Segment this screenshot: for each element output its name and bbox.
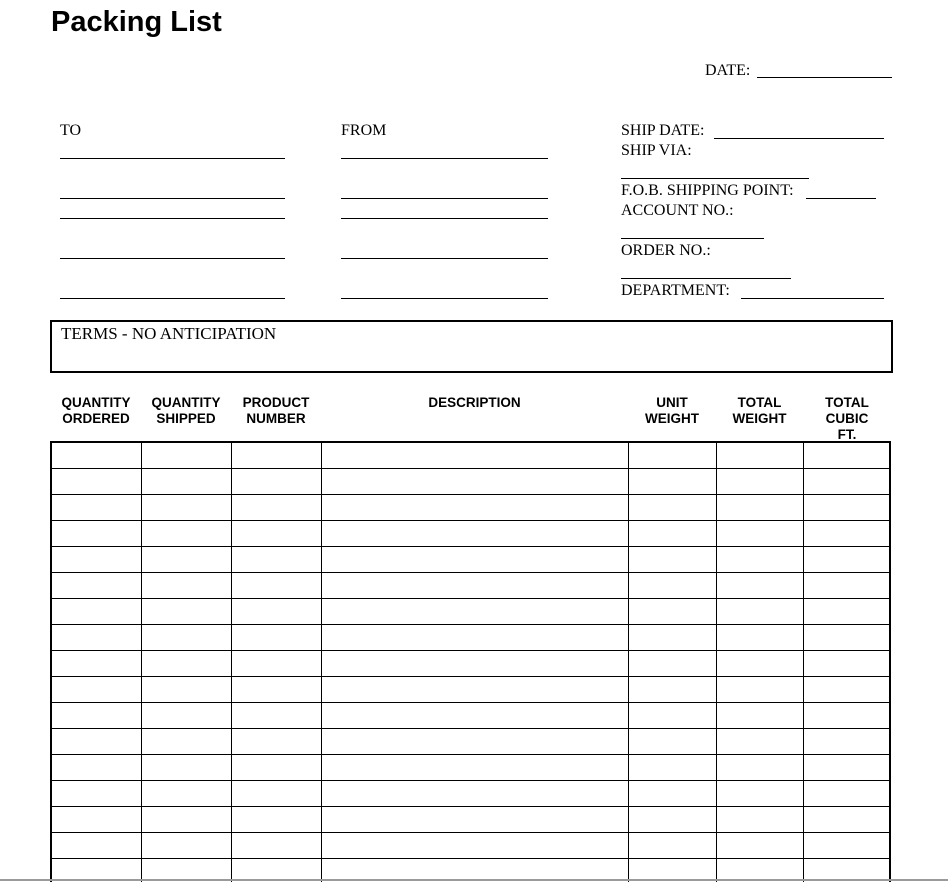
table-cell[interactable] (141, 651, 231, 677)
from-line-1[interactable] (341, 143, 548, 159)
table-cell[interactable] (52, 781, 141, 807)
table-cell[interactable] (52, 469, 141, 495)
table-row (52, 573, 889, 599)
table-cell[interactable] (628, 651, 716, 677)
table-cell[interactable] (628, 625, 716, 651)
table-cell[interactable] (716, 469, 803, 495)
header-line: SHIPPED (156, 411, 216, 426)
ship-via-label: SHIP VIA: (621, 142, 692, 159)
column-header-description (321, 395, 628, 411)
table-cell[interactable] (321, 703, 628, 729)
table-cell[interactable] (52, 807, 141, 833)
table-cell[interactable] (716, 495, 803, 521)
date-field[interactable] (757, 60, 892, 78)
table-cell[interactable] (716, 833, 803, 859)
from-line-2[interactable] (341, 183, 548, 199)
fob-field[interactable] (806, 182, 876, 199)
account-field[interactable] (621, 223, 764, 239)
table-cell[interactable] (141, 833, 231, 859)
table-cell[interactable] (52, 729, 141, 755)
table-cell[interactable] (628, 703, 716, 729)
to-line-2[interactable] (60, 183, 285, 199)
table-cell[interactable] (716, 755, 803, 781)
table-cell[interactable] (716, 807, 803, 833)
table-cell[interactable] (803, 729, 889, 755)
table-cell[interactable] (52, 521, 141, 547)
from-label: FROM (341, 122, 387, 139)
table-cell[interactable] (628, 781, 716, 807)
table-cell[interactable] (141, 573, 231, 599)
table-row (52, 651, 889, 677)
table-cell[interactable] (803, 781, 889, 807)
table-cell[interactable] (628, 807, 716, 833)
table-cell[interactable] (52, 443, 141, 469)
header-line: WEIGHT (732, 411, 787, 426)
table-cell[interactable] (321, 651, 628, 677)
table-cell[interactable] (628, 833, 716, 859)
table-cell[interactable] (321, 547, 628, 573)
table-cell[interactable] (141, 755, 231, 781)
table-cell[interactable] (231, 443, 321, 469)
department-label: DEPARTMENT: (621, 282, 730, 299)
table-row (52, 625, 889, 651)
table-cell[interactable] (321, 599, 628, 625)
table-row (52, 781, 889, 807)
table-cell[interactable] (141, 807, 231, 833)
header-line: QUANTITY (61, 395, 131, 410)
table-cell[interactable] (141, 599, 231, 625)
column-header-product-number (231, 395, 321, 427)
table-cell[interactable] (141, 495, 231, 521)
table-cell[interactable] (52, 833, 141, 859)
page-title: Packing List (51, 6, 222, 38)
header-line: WEIGHT (645, 411, 699, 426)
table-cell[interactable] (716, 547, 803, 573)
table-cell[interactable] (321, 495, 628, 521)
table-cell[interactable] (716, 443, 803, 469)
table-cell[interactable] (716, 677, 803, 703)
table-cell[interactable] (141, 443, 231, 469)
table-cell[interactable] (321, 755, 628, 781)
table-cell[interactable] (321, 781, 628, 807)
table-cell[interactable] (52, 599, 141, 625)
table-cell[interactable] (231, 547, 321, 573)
table-cell[interactable] (52, 755, 141, 781)
table-cell[interactable] (716, 625, 803, 651)
table-cell[interactable] (803, 677, 889, 703)
table-row (52, 443, 889, 469)
table-cell[interactable] (803, 573, 889, 599)
from-line-5[interactable] (341, 283, 548, 299)
from-line-4[interactable] (341, 243, 548, 259)
to-line-5[interactable] (60, 283, 285, 299)
table-cell[interactable] (231, 573, 321, 599)
date-label: DATE: (705, 62, 751, 79)
column-header-total-weight (716, 395, 803, 427)
table-cell[interactable] (803, 833, 889, 859)
table-cell[interactable] (141, 703, 231, 729)
table-cell[interactable] (628, 599, 716, 625)
column-header-quantity-shipped (141, 395, 231, 427)
table-cell[interactable] (52, 547, 141, 573)
ship-date-field[interactable] (714, 122, 884, 139)
to-label: TO (60, 122, 82, 139)
table-row (52, 703, 889, 729)
table-cell[interactable] (231, 755, 321, 781)
page-edge-divider (0, 879, 948, 881)
ship-date-label: SHIP DATE: (621, 122, 705, 139)
table-cell[interactable] (231, 781, 321, 807)
table-cell[interactable] (628, 495, 716, 521)
header-line: FT. (837, 427, 857, 442)
table-cell[interactable] (321, 729, 628, 755)
header-line: CUBIC (825, 411, 869, 426)
table-cell[interactable] (628, 573, 716, 599)
packing-table (50, 441, 891, 882)
table-cell[interactable] (803, 703, 889, 729)
table-cell[interactable] (321, 573, 628, 599)
table-cell[interactable] (716, 573, 803, 599)
account-label: ACCOUNT NO.: (621, 202, 734, 219)
table-cell[interactable] (321, 469, 628, 495)
table-cell[interactable] (231, 729, 321, 755)
table-cell[interactable] (716, 599, 803, 625)
table-cell[interactable] (803, 521, 889, 547)
table-cell[interactable] (231, 625, 321, 651)
order-label: ORDER NO.: (621, 242, 711, 259)
table-cell[interactable] (141, 521, 231, 547)
table-cell[interactable] (231, 677, 321, 703)
table-cell[interactable] (628, 755, 716, 781)
from-line-3[interactable] (341, 203, 548, 219)
table-cell[interactable] (52, 703, 141, 729)
table-cell[interactable] (52, 495, 141, 521)
table-cell[interactable] (231, 521, 321, 547)
terms-text: TERMS - NO ANTICIPATION (61, 324, 277, 343)
table-cell[interactable] (141, 625, 231, 651)
table-cell[interactable] (716, 703, 803, 729)
table-cell[interactable] (141, 469, 231, 495)
table-cell[interactable] (321, 833, 628, 859)
department-field[interactable] (741, 282, 884, 299)
header-line: ORDERED (62, 411, 130, 426)
table-cell[interactable] (231, 469, 321, 495)
table-row (52, 833, 889, 859)
table-cell[interactable] (803, 651, 889, 677)
table-cell[interactable] (803, 469, 889, 495)
table-row (52, 755, 889, 781)
table-cell[interactable] (628, 677, 716, 703)
table-cell[interactable] (141, 781, 231, 807)
table-row (52, 599, 889, 625)
header-line: PRODUCT (242, 395, 310, 410)
table-cell[interactable] (716, 521, 803, 547)
table-cell[interactable] (141, 547, 231, 573)
table-cell[interactable] (231, 651, 321, 677)
header-line: QUANTITY (151, 395, 221, 410)
table-cell[interactable] (803, 625, 889, 651)
header-line: UNIT (656, 395, 688, 410)
ship-via-field[interactable] (621, 163, 809, 179)
table-cell[interactable] (52, 651, 141, 677)
table-cell[interactable] (321, 521, 628, 547)
to-line-1[interactable] (60, 143, 285, 159)
table-cell[interactable] (231, 833, 321, 859)
table-cell[interactable] (803, 547, 889, 573)
table-cell[interactable] (716, 781, 803, 807)
table-row (52, 807, 889, 833)
to-line-4[interactable] (60, 243, 285, 259)
table-cell[interactable] (52, 573, 141, 599)
table-cell[interactable] (231, 703, 321, 729)
table-body (52, 443, 889, 882)
table-row (52, 729, 889, 755)
table-cell[interactable] (231, 599, 321, 625)
column-header-quantity-ordered (51, 395, 141, 427)
table-cell[interactable] (628, 547, 716, 573)
order-field[interactable] (621, 263, 791, 279)
table-cell[interactable] (628, 469, 716, 495)
table-cell[interactable] (321, 807, 628, 833)
header-line: DESCRIPTION (428, 395, 521, 410)
table-cell[interactable] (803, 495, 889, 521)
table-row (52, 495, 889, 521)
table-row (52, 469, 889, 495)
table-cell[interactable] (716, 651, 803, 677)
table-cell[interactable] (231, 495, 321, 521)
table-cell[interactable] (628, 521, 716, 547)
table-row (52, 547, 889, 573)
to-line-3[interactable] (60, 203, 285, 219)
column-header-unit-weight (628, 395, 716, 427)
header-line: NUMBER (246, 411, 306, 426)
table-cell[interactable] (628, 729, 716, 755)
table-cell[interactable] (52, 677, 141, 703)
table-row (52, 521, 889, 547)
terms-box[interactable] (50, 320, 893, 373)
table-cell[interactable] (803, 755, 889, 781)
table-cell[interactable] (231, 807, 321, 833)
table-cell[interactable] (716, 729, 803, 755)
table-cell[interactable] (803, 807, 889, 833)
fob-label: F.O.B. SHIPPING POINT: (621, 182, 794, 199)
packing-table-rows (52, 443, 889, 882)
table-cell[interactable] (52, 625, 141, 651)
table-cell[interactable] (628, 443, 716, 469)
header-line: TOTAL (825, 395, 869, 410)
table-cell[interactable] (803, 443, 889, 469)
column-header-total-cubic-ft (803, 395, 891, 443)
header-line: TOTAL (737, 395, 782, 410)
table-cell[interactable] (141, 729, 231, 755)
table-cell[interactable] (803, 599, 889, 625)
table-cell[interactable] (141, 677, 231, 703)
table-cell[interactable] (321, 443, 628, 469)
table-cell[interactable] (321, 625, 628, 651)
table-row (52, 677, 889, 703)
table-cell[interactable] (321, 677, 628, 703)
